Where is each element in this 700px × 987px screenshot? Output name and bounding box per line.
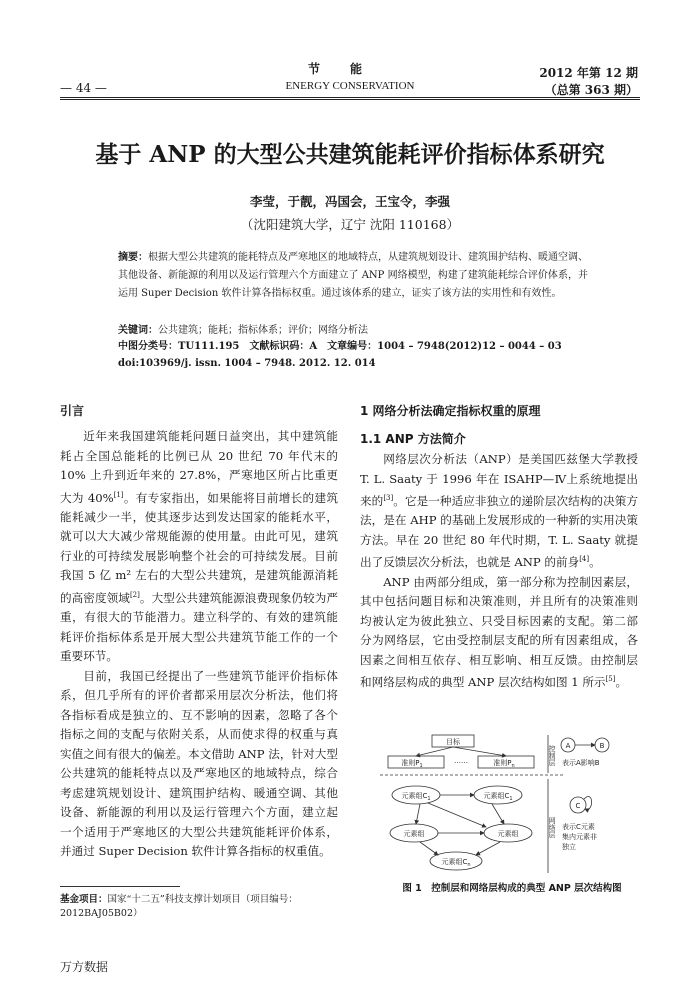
header-rule-double [60, 99, 640, 100]
paper-title: 基于 ANP 的大型公共建筑能耗评价指标体系研究 [95, 141, 605, 168]
legend-dependence-text-1: 表示C元素 [562, 823, 595, 831]
citation[interactable]: [5] [605, 675, 616, 684]
citation[interactable]: [2] [129, 590, 140, 599]
criterion-1-label: 准则$P_1$ [401, 759, 423, 769]
intro-paragraph-1: 近年来我国建筑能耗问题日益突出，其中建筑能耗占全国总能耗的比例已从 20 世纪 70 年代末的 10% 上升到近年来的 27.8%，严寒地区所占比重更大为 40%[1]。有专家指出，如果能将目前增长的建筑能耗减少一半，使其逐步达到发达国家的能耗水平，就可以大大减少常规能源的使用量。由此可见，建筑行业的可持续发展影响整个社会的可持续发展。目前我国 5 亿 m² 左右的大型公共建筑，是建筑能源消耗的高密度领域[2]。大型公共建筑能源浪费现象仍较为严重，有很大的节能潜力。建立科学的、有效的建筑能耗评价指标体系是开展大型公共建筑节能工作的一个重要环节。 [60, 429, 338, 664]
criterion-n-label: 准则$P_n$ [493, 759, 515, 769]
legend-dependence-text-3: 独立 [562, 843, 576, 851]
section-paragraph-2: ANP 由两部分组成，第一部分称为控制因素层，其中包括问题目标和决策准则，并且所有的决策准则均被认定为彼此独立、只受目标因素的支配。第二部分为网络层，它由受控制层支配的所有因素组成，各因素之间相互依存、相互影响、相互反馈。由控制层和网络层构成的典型 ANP 层次结构如图 1 所示[5]。 [360, 574, 638, 690]
legend-b-label: B [599, 742, 605, 750]
figure-caption: 图 1 控制层和网络层构成的典型 ANP 层次结构图 [402, 883, 622, 894]
total-issue-number: （总第 363 期） [544, 83, 638, 97]
control-layer-label: 控制层 [548, 745, 556, 766]
element-group-right-label: 元素组 [497, 830, 519, 838]
intro-paragraph-2: 目前，我国已经提出了一些建筑节能评价指标体系，但几乎所有的评价者都采用层次分析法，他们将各指标看成是独立的、互不影响的因素，忽略了各个指标之间的支配与依附关系，从而使求得的权重与真实值之间有很大的偏差。本文借助 ANP 法，针对大型公共建筑的能耗特点以及严寒地区的地域特点，综合考虑建筑规划设计、建筑围护结构、暖通空调、其他设备、新能源的利用以及运行管理六个方面，建立起一个适用于严寒地区的大型公共建筑能耗评价体系，并通过 Super Decision 软件计算各指标的权重值。 [60, 668, 338, 859]
element-group-cn-label: 元素组$C_n$ [441, 858, 471, 868]
classification: 中图分类号：TU111.195 文献标识码：A 文章编号：1004 – 7948(2012)12 – 0044 – 03 [118, 341, 562, 352]
funding-note [60, 893, 360, 921]
abstract-label: 摘要： [118, 252, 148, 263]
funding-text: 国家“十二五”科技支撑计划项目（项目编号：2012BAJ05B02） [60, 894, 298, 919]
network-layer-label: 网络层 [548, 817, 556, 838]
affiliation: （沈阳建筑大学，辽宁 沈阳 110168） [240, 217, 460, 232]
abstract [118, 249, 588, 303]
authors: 李莹，于靓，冯国会，王宝令，李强 [249, 194, 450, 209]
section-1-heading: 1 网络分析法确定指标权重的原理 [360, 404, 541, 418]
intro-body [60, 427, 338, 862]
issue-number: 2012 年第 12 期 [539, 66, 638, 80]
section-1-1-body [360, 450, 638, 693]
citation[interactable]: [4] [579, 555, 590, 564]
watermark: 万方数据 [60, 960, 109, 974]
element-group-c1-right-label: 元素组$C_1$ [483, 792, 513, 802]
element-group-c1-left-label: 元素组$C_1$ [401, 792, 431, 802]
keywords [118, 324, 598, 338]
journal-name-en: ENERGY CONSERVATION [285, 80, 415, 92]
keywords-text: 公共建筑；能耗；指标体系；评价；网络分析法 [158, 325, 368, 336]
doi: doi:103969/j. issn. 1004 – 7948. 2012. 12. 014 [118, 358, 376, 369]
keywords-label: 关键词： [118, 325, 158, 336]
journal-name-cn: 节能 [307, 62, 392, 76]
legend-a-label: A [565, 742, 571, 750]
goal-label: 目标 [446, 738, 460, 746]
header-rule [60, 97, 640, 98]
criteria-ellipsis: …… [454, 757, 468, 765]
legend-dependence-text-2: 集内元素非 [562, 833, 597, 841]
page-number: — 44 — [60, 81, 107, 95]
citation[interactable]: [1] [113, 490, 124, 499]
footnote-rule [60, 886, 180, 887]
citation[interactable]: [3] [383, 494, 394, 502]
section-paragraph-1: 网络层次分析法（ANP）是美国匹兹堡大学教授 T. L. Saaty 于 1996 年在 ISAHP—Ⅳ上系统地提出来的[3]。它是一种适应非独立的递阶层次结构的决策方法，是在 AHP 的基础上发展形成的一种新的实用决策方法。早在 20 世纪 80 年代时期，T. L. Saaty 就提出了反馈层次分析法，也就是 ANP 的前身[4]。 [360, 452, 638, 570]
section-1-1-heading: 1.1 ANP 方法简介 [360, 432, 466, 446]
intro-heading: 引言 [60, 404, 85, 418]
abstract-text: 根据大型公共建筑的能耗特点及严寒地区的地域特点，从建筑规划设计、建筑围护结构、暖通空调、其他设备、新能源的利用以及运行管理六个方面建立了 ANP 网络模型，构建了建筑能耗综合评价体系，并运用 Super Decision 软件计算各指标权重。通过该体系的建立，证实了该方法的实用性和有效性。 [118, 252, 588, 299]
funding-label: 基金项目： [60, 894, 108, 905]
element-group-left-label: 元素组 [403, 830, 425, 838]
anp-structure-figure [380, 733, 650, 875]
legend-c-label: C [575, 802, 581, 810]
legend-influence-text: 表示A影响B [562, 759, 600, 767]
